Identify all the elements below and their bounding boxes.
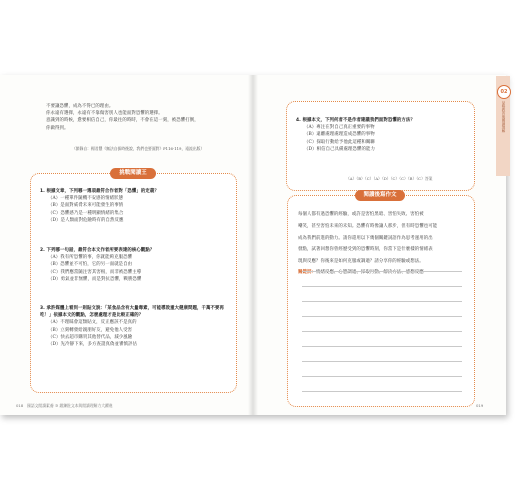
option: （C）探取行動給予他此這種和關聯 (304, 139, 375, 145)
option: （C）快去超市購買其他替代品，減少風險 (48, 334, 133, 340)
intro-line: 你做得到。 (46, 125, 69, 131)
intro-line: 你永遠有選擇，永遠有不靠傷害別人也能面對恐懼的選擇。 (46, 111, 163, 117)
question-stem: 1. 根據文章，下列哪一選項最符合作者對「恐懼」的定義？ (40, 189, 159, 194)
prompt-line: 每個人都有過恐懼的經驗，或許是害怕黑暗、害怕失敗、害怕被 (298, 212, 424, 218)
left-page (0, 75, 253, 415)
question-stem: 3. 承許媒體上看到一則貼文說：「某食品含有大量毒素，可能導致重大健康問題，千萬不要再吃！」依據本文的觀點，怎麼處理才是比較正確的？ (40, 306, 224, 319)
question-stem: 2. 下列哪一句話，最符合本文作者所要表達的核心觀點？ (40, 248, 155, 253)
option: （D）先冷靜下來，多方查證真偽並審慎評估 (48, 342, 137, 348)
writing-line (302, 361, 462, 362)
option: （B）是面對威脅未來可能發生的事情 (48, 203, 124, 209)
prompt-line: 成為我們前進的動力。請你還用以下幾個關鍵詞語作為思考運用的出 (298, 235, 433, 241)
intro-text (46, 103, 236, 132)
writing-line (302, 316, 462, 317)
option: （B）立刻轉發給親朋好友，避免他人受害 (48, 327, 133, 333)
intro-line: 意識到的時候，愈要相信自己，你最往的時時，不會在這一刻，被恐懼打倒， (46, 118, 199, 124)
option: （D）是人類面對危險時有的自然反應 (48, 217, 124, 223)
intro-line: 不要讓恐懼，成為不得已的理由。 (46, 104, 114, 109)
option: （C）我們應當隨注害其害根，而非被恐懼主導 (48, 269, 142, 275)
answer-key: （A）（B）（C）（A）（D）（C）（C）（B）（C）答案 (346, 176, 433, 181)
option: （A）不理睬會這類貼文，反正應該不是真的 (48, 320, 137, 326)
section-title: 挑戰閱讀王 (110, 168, 156, 179)
question-1 (40, 188, 225, 224)
gutter-shadow (248, 75, 258, 415)
option: （A）我有所恐懼的事，你就能夠克服恐懼 (48, 255, 133, 261)
prompt-line: 嘲笑，甚至害怕未來的未知。恐懼有時像讓人那步，但有時恐懼也可能 (298, 223, 438, 229)
section-title: 閱讀後寫作文 (355, 190, 405, 201)
writing-line (302, 331, 462, 332)
option: （C）恐懼感乃是一種明顯情緒的集合 (48, 210, 124, 216)
question-stem: 4. 根據本文，下列何者不是作者建議我們面對恐懼的方法？ (296, 118, 415, 123)
question-3 (40, 305, 225, 348)
writing-line (302, 301, 462, 302)
option: （B）恐懼並不可怕，它的另一面就是自由 (48, 262, 133, 268)
chapter-number: 02 (497, 85, 511, 99)
keywords: 情緒反應、心態調適、採取行動、解決方法、感想反應 (315, 270, 424, 276)
writing-prompt (298, 207, 468, 281)
writing-line (302, 376, 462, 377)
chapter-label: 品格教育與閱讀理解 (502, 101, 506, 133)
writing-line (302, 391, 462, 392)
option: （D）相信自己具備處理恐懼的能力 (304, 146, 375, 152)
citation: （節錄自：楊君豐《無法自拔時後說，我們也要面對》P116-119，遠流出版） (72, 146, 205, 151)
book-spread (0, 75, 506, 415)
writing-line (302, 286, 462, 287)
page-footer: 018 國語文閱讀素養 ③ 鍛鍊批文本與閱讀理解力大躍進 (16, 403, 113, 408)
writing-line (302, 271, 462, 272)
prompt-line: 現與反應？你後來是如何克服或調適？請分享你的經驗或想法。 (298, 258, 424, 264)
option: （A）一種單件隨機不安感的情緒狀態 (48, 196, 124, 202)
page-footer: 019 (476, 403, 484, 408)
question-2 (40, 247, 225, 283)
question-4 (296, 117, 481, 153)
option: （B）遠離處理處理造成恐懼的事物 (304, 132, 375, 138)
option: （A）專注在對自己真正重要的事物 (304, 125, 375, 131)
writing-line (302, 346, 462, 347)
keywords-label: 關鍵詞： (298, 270, 316, 276)
prompt-line: 發點，試著回想你曾經歷受到的恐懼時刻，你當下是什麼樣的情緒表 (298, 247, 433, 253)
option: （D）勇氣並非無懼，而是對抗恐懼，戰勝恐懼 (48, 276, 142, 282)
